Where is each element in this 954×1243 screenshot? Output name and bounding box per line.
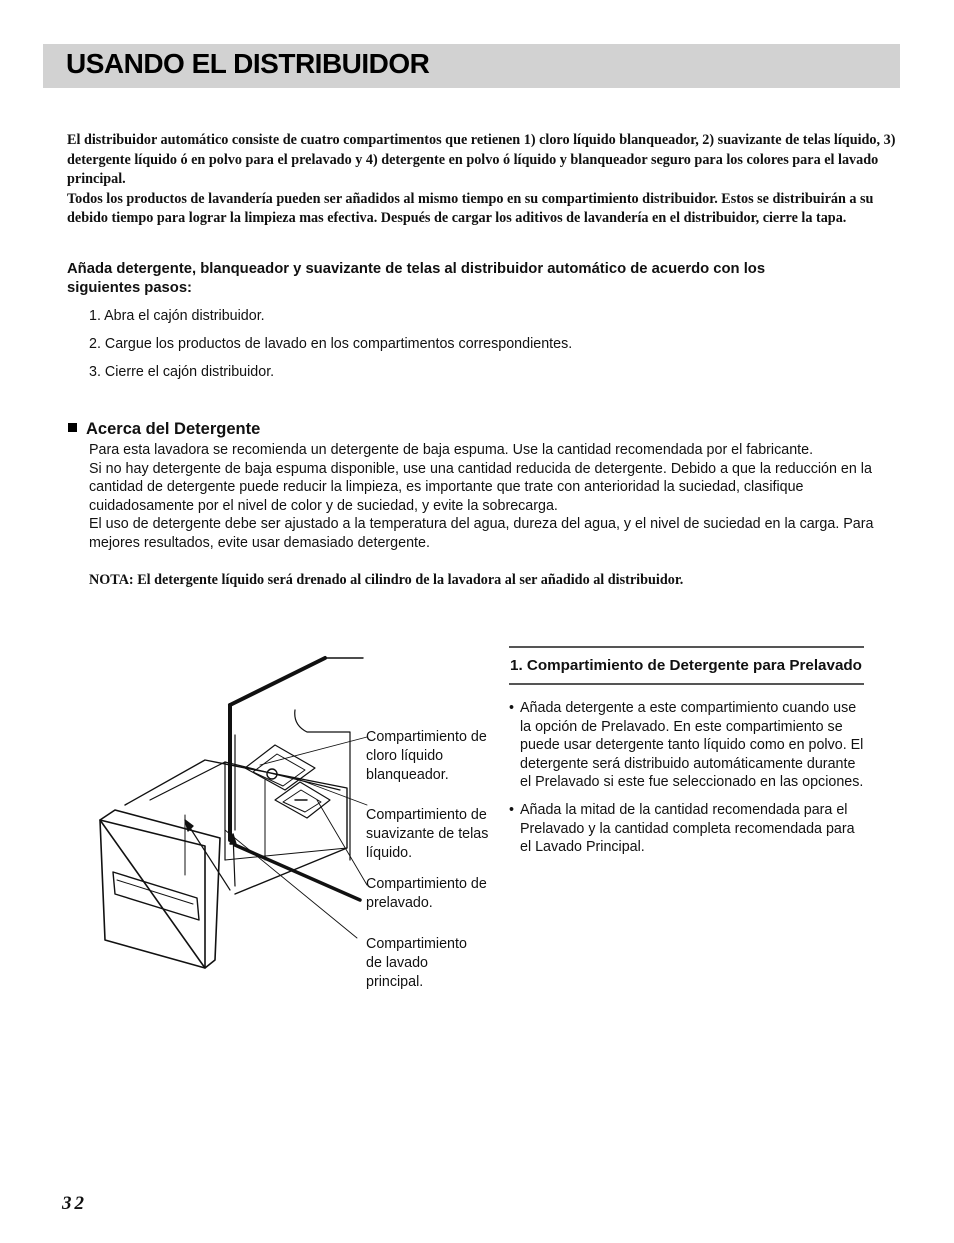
prewash-bullet-2: Añada la mitad de la cantidad recomendada para el Prelavado y la cantidad completa recomendada para el Lavado Principal. xyxy=(520,801,855,856)
intro-paragraph-1: El distribuidor automático consiste de cuatro compartimentos que retienen 1) cloro líquido blanqueador, 2) suavizante de telas líquido, 3) detergente líquido ó en polvo para el prelavado y 4) detergente en polvo ó líquido y blanqueador seguro para los colores para el lavado principal. xyxy=(67,132,896,187)
bullet-dot-icon: • xyxy=(509,700,515,716)
detergent-heading-label: Acerca del Detergente xyxy=(86,420,261,438)
intro-paragraph-2: Todos los productos de lavandería pueden ser añadidos al mismo tiempo en su compartimiento distribuidor. Estos se distribuirán a su debido tiempo para lograr la limpieza mas efectiva. Después de cargar los aditivos de lavandería en el distribuidor, cierre la tapa. xyxy=(67,190,874,226)
prewash-bullet-1: Añada detergente a este compartimiento cuando use la opción de Prelavado. En este compartimiento se puede usar detergente tanto líquido como en polvo. El detergente será distribuido automáticamente durante el Prelavado si este fue seleccionado en las opciones. xyxy=(520,700,864,791)
section-rule-top xyxy=(509,646,864,648)
label-softener-compartment: Compartimiento de suavizante de telas líquido. xyxy=(366,807,489,861)
detergent-text xyxy=(89,441,897,553)
intro-text xyxy=(67,131,897,229)
step-2: 2. Cargue los productos de lavado en los compartimentos correspondientes. xyxy=(89,336,573,352)
section-rule-bottom xyxy=(509,683,864,685)
prewash-heading: 1. Compartimiento de Detergente para Prelavado xyxy=(510,657,862,674)
square-bullet-icon xyxy=(68,423,77,432)
detergent-paragraph-1: Para esta lavadora se recomienda un detergente de baja espuma. Use la cantidad recomendada por el fabricante. xyxy=(89,442,814,458)
list-item xyxy=(509,801,869,857)
detergent-note: NOTA: El detergente líquido será drenado al cilindro de la lavadora al ser añadido al distribuidor. xyxy=(89,572,684,588)
list-item xyxy=(509,699,869,792)
label-mainwash-compartment: Compartimiento de lavado principal. xyxy=(366,936,467,990)
label-bleach-compartment: Compartimiento de cloro líquido blanqueador. xyxy=(366,729,487,783)
step-3: 3. Cierre el cajón distribuidor. xyxy=(89,364,275,380)
detergent-paragraph-2: Si no hay detergente de baja espuma disponible, use una cantidad reducida de detergente. Debido a que la reducción en la cantidad de detergente puede reducir la limpieza, es importante que trate con anterioridad la suciedad, clasifique cuidadosamente por el nivel de color y de suciedad, y evite la sobrecarga. xyxy=(89,460,872,514)
page-number: 32 xyxy=(62,1193,87,1214)
label-prewash-compartment: Compartimiento de prelavado. xyxy=(366,876,487,911)
detergent-paragraph-3: El uso de detergente debe ser ajustado a la temperatura del agua, dureza del agua, y el nivel de suciedad en la carga. Para mejores resultados, evite usar demasiado detergente. xyxy=(89,516,874,551)
page-title: USANDO EL DISTRIBUIDOR xyxy=(66,48,430,79)
step-1: 1. Abra el cajón distribuidor. xyxy=(89,308,265,324)
bullet-dot-icon: • xyxy=(509,801,515,818)
dispenser-drawer-illustration xyxy=(85,650,375,980)
instructions-heading: Añada detergente, blanqueador y suavizante de telas al distribuidor automático de acuerdo con los siguientes pasos: xyxy=(67,261,766,296)
detergent-heading xyxy=(68,420,260,439)
prewash-bullets xyxy=(509,699,869,866)
